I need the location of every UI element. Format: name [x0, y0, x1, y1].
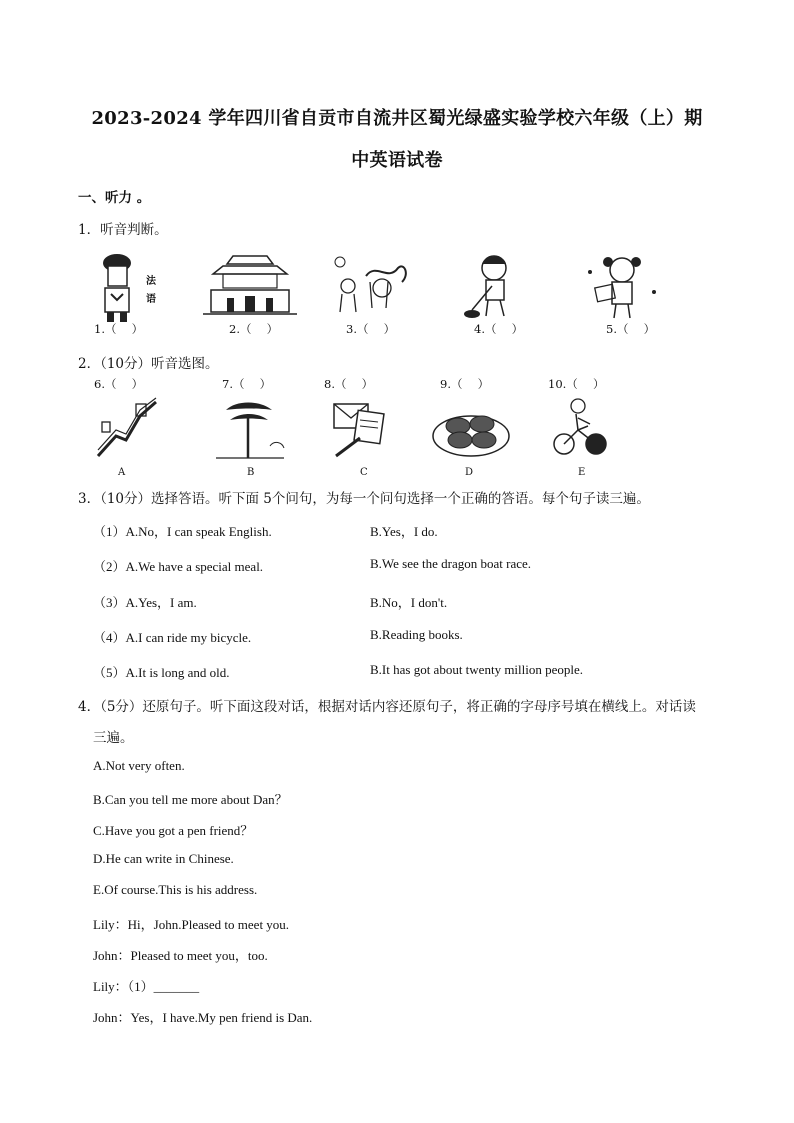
mooncakes-plate-illustration	[430, 398, 512, 460]
q2-label-10: 10.（ ）	[548, 377, 605, 391]
q3-item-2-option-a: （2）A.We have a special meal.	[93, 559, 264, 574]
q1-label-2: 2.（ ）	[229, 322, 279, 336]
dialog-line-1: Lily：Hi，John.Pleased to meet you.	[93, 917, 290, 932]
q3-item-4-option-b: B.Reading books.	[370, 627, 463, 642]
dialog-line-2: John：Pleased to meet you，too.	[93, 948, 268, 963]
q4-option-a: A.Not very often.	[93, 758, 185, 773]
question-4-text-continued: 三遍。	[93, 730, 134, 746]
q2-label-8: 8.（ ）	[324, 377, 374, 391]
q3-item-1-option-b: B.Yes，I do.	[370, 524, 438, 539]
q2-label-9: 9.（ ）	[440, 377, 490, 391]
q1-label-3: 3.（ ）	[346, 322, 396, 336]
q4-option-b: B.Can you tell me more about Dan？	[93, 792, 288, 807]
girl-with-picture-illustration	[582, 252, 662, 322]
q3-item-3-option-a: （3）A.Yes，I am.	[93, 595, 197, 610]
q3-item-2-option-b: B.We see the dragon boat race.	[370, 556, 532, 571]
q2-caption-b: B	[247, 467, 255, 478]
q4-option-d: D.He can write in Chinese.	[93, 851, 234, 866]
q1-label-5: 5.（ ）	[606, 322, 656, 336]
q3-item-5-option-a: （5）A.It is long and old.	[93, 665, 230, 680]
page-title-line-1: 2023-2024 学年四川省自贡市自流井区蜀光绿盛实验学校六年级（上）期	[91, 108, 703, 129]
question-1-text: 1．听音判断。	[78, 222, 168, 238]
dragon-dance-illustration	[326, 252, 412, 322]
question-4-text: 4．（5分）还原句子。听下面这段对话，根据对话内容还原句子，将正确的字母序号填在横线上。对话读	[78, 699, 696, 715]
side-text-fa: 法	[146, 276, 156, 287]
q3-item-5-option-b: B.It has got about twenty million people.	[370, 662, 584, 677]
great-wall-illustration	[96, 396, 160, 460]
q4-option-c: C.Have you got a pen friend？	[93, 823, 254, 838]
q1-label-4: 4.（ ）	[474, 322, 524, 336]
q2-label-6: 6.（ ）	[94, 377, 144, 391]
page-title-line-2: 中英语试卷	[351, 150, 443, 171]
q3-item-1-option-a: （1）A.No，I can speak English.	[93, 524, 272, 539]
pine-tree-landscape-illustration	[212, 396, 288, 460]
section-listening-heading: 一、听力 。	[78, 190, 151, 206]
side-text-yu: 语	[146, 294, 156, 305]
dialog-line-3-blank: Lily：（1）_______	[93, 979, 200, 994]
q2-caption-a: A	[118, 467, 126, 478]
boy-sweeping-illustration	[464, 252, 528, 322]
letter-and-pen-illustration	[330, 398, 388, 460]
question-3-text: 3．（10分）选择答语。听下面 5个问句，为每一个问句选择一个正确的答语。每个句子读三遍。	[78, 491, 650, 507]
q3-item-3-option-b: B.No，I don't.	[370, 595, 448, 610]
tiananmen-gate-illustration	[203, 252, 297, 318]
dialog-line-4: John：Yes，I have.My pen friend is Dan.	[93, 1010, 313, 1025]
q1-label-1: 1.（ ）	[94, 322, 144, 336]
q2-caption-e: E	[578, 467, 586, 478]
q2-caption-c: C	[360, 467, 368, 478]
boy-riding-bicycle-illustration	[552, 396, 608, 460]
q2-label-7: 7.（ ）	[222, 377, 272, 391]
q3-item-4-option-a: （4）A.I can ride my bicycle.	[93, 630, 252, 645]
question-2-text: 2．（10分）听音选图。	[78, 356, 219, 372]
q4-option-e: E.Of course.This is his address.	[93, 882, 258, 897]
q2-caption-d: D	[465, 467, 474, 478]
